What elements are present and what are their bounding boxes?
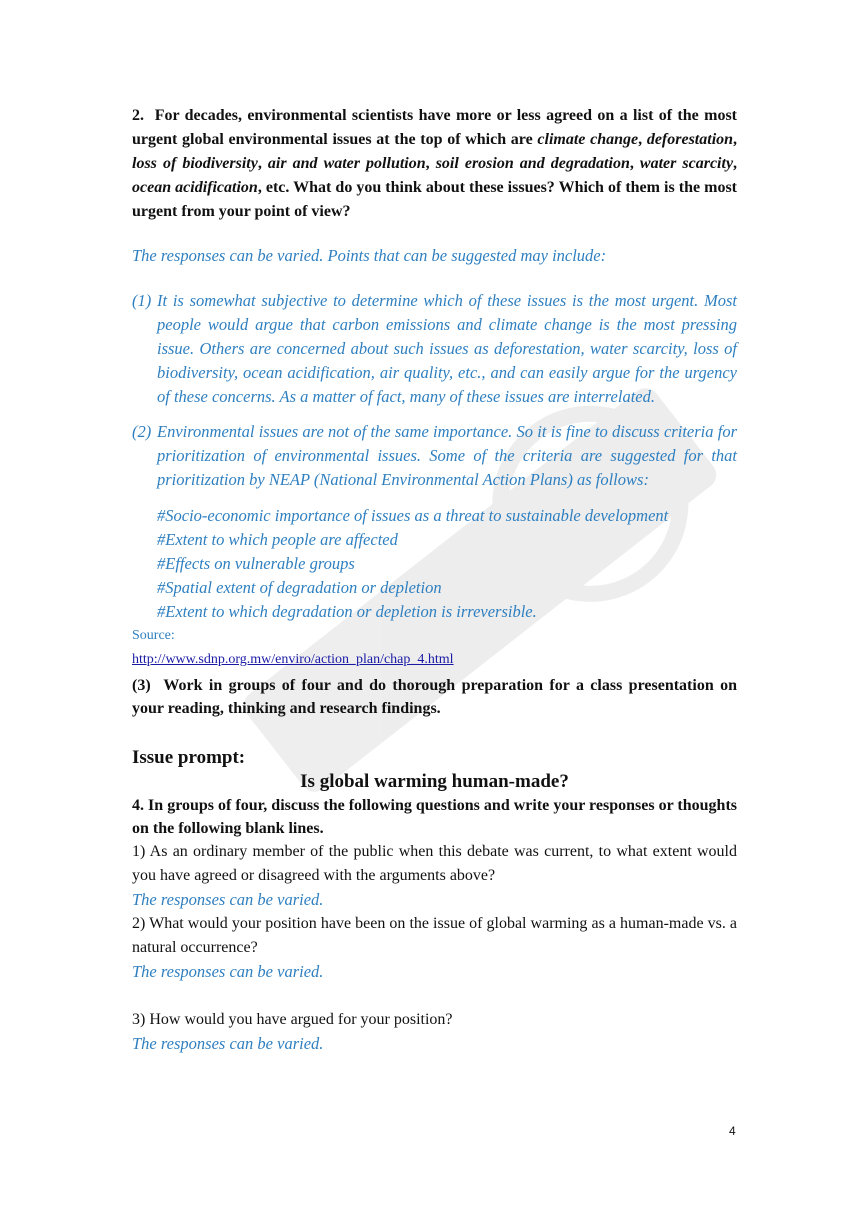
page-number: 4 (729, 1124, 736, 1138)
source-link[interactable]: http://www.sdnp.org.mw/enviro/action_plan/chap_4.html (132, 652, 454, 667)
sub-question-2: 2) What would your position have been on the issue of global warming as a human-made vs. a natural occurrence? (132, 915, 737, 956)
blank-line (132, 984, 737, 1008)
source-label: Source: (132, 628, 175, 643)
page-content (132, 104, 737, 1056)
issue-question: Is global warming human-made? (300, 771, 569, 792)
sub-question-1: 1) As an ordinary member of the public when this debate was current, to what extent would you have agreed or disagreed with the arguments above? (132, 843, 737, 884)
question-2: 2. For decades, environmental scientists have more or less agreed on a list of the most urgent global environmental issues at the top of which are climate change, deforestation, loss of biodiversity, air and water pollution, soil erosion and degradation, water scarcity, ocean acidification, etc. What do you think about these issues? Which of them is the most urgent from your point of view? (132, 107, 738, 220)
point-number: (2) (132, 422, 152, 441)
point-text: It is somewhat subjective to determine which of these issues is the most urgent. Most people would argue that carbon emissions and climate change is the most pressing issue. Others are concerned about such issues as deforestation, water scarcity, loss of biodiversity, ocean acidification, air quality, etc., and can easily argue for the urgency of these concerns. As a matter of fact, many of these issues are interrelated. (157, 291, 737, 406)
criteria-item: #Spatial extent of degradation or depletion (157, 578, 442, 597)
criteria-item: #Extent to which degradation or depletion is irreversible. (157, 602, 537, 621)
criteria-item: #Effects on vulnerable groups (157, 554, 355, 573)
answer-point-1 (132, 289, 737, 409)
criteria-item: #Socio-economic importance of issues as a threat to sustainable development (157, 506, 669, 525)
criteria-item: #Extent to which people are affected (157, 530, 398, 549)
source-link-row (132, 648, 737, 672)
point-text: Environmental issues are not of the same importance. So it is fine to discuss criteria for prioritization of environmental issues. Some of the criteria are suggested for that prioritization by NEAP (National Environmental Action Plans) as follows: (157, 422, 737, 489)
question-4: 4. In groups of four, discuss the following questions and write your responses or thoughts on the following blank lines. (132, 797, 737, 837)
issue-prompt-label: Issue prompt: (132, 747, 246, 768)
question-3: (3) Work in groups of four and do thorough preparation for a class presentation on your reading, thinking and research findings. (132, 677, 737, 717)
answer-intro: The responses can be varied. Points that can be suggested may include: (132, 246, 607, 265)
answer-point-2 (132, 420, 737, 492)
sub-question-3: 3) How would you have argued for your position? (132, 1011, 453, 1028)
criteria-list (157, 504, 737, 624)
sub-answer-3: The responses can be varied. (132, 1034, 324, 1053)
point-number: (1) (132, 291, 152, 310)
sub-answer-2: The responses can be varied. (132, 962, 324, 981)
sub-answer-1: The responses can be varied. (132, 890, 324, 909)
